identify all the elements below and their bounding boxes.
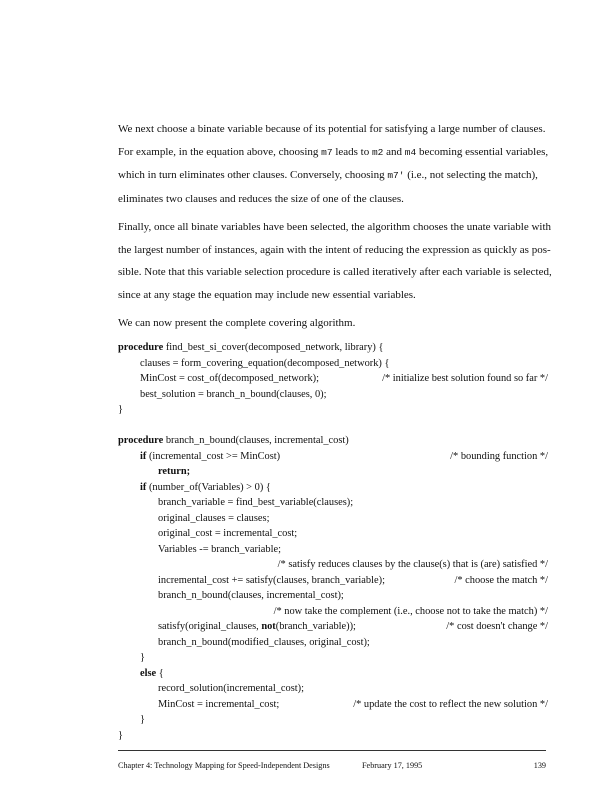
text: becoming essential variables, [416, 145, 549, 158]
code-term: m7 [321, 146, 333, 158]
paragraph-unate-variable [118, 216, 552, 306]
algorithm-listing [118, 340, 548, 743]
text-line: the largest number of instances, again with the intent of reducing the expression as quickly as pos- [118, 243, 551, 256]
text-line: Finally, once all binate variables have been selected, the algorithm chooses the unate variable with [118, 221, 552, 233]
keyword: else [140, 667, 157, 679]
keyword: procedure [118, 435, 164, 446]
code-comment: /* choose the match */ [454, 574, 548, 586]
code-text: branch_n_bound(clauses, incremental_cost) [163, 435, 349, 446]
text: and [383, 145, 405, 158]
paragraph-intro-algorithm: We can now present the complete covering algorithm. [118, 317, 356, 329]
footer-chapter: Chapter 4: Technology Mapping for Speed-Independent Designs [118, 761, 330, 770]
code-line: best_solution = branch_n_bound(clauses, 0); [140, 388, 327, 400]
code-line: record_solution(incremental_cost); [158, 683, 304, 694]
code-line [118, 697, 548, 713]
text: For example, in the equation above, choosing [118, 145, 322, 158]
text-line: sible. Note that this variable selection procedure is called iteratively after each variable is selected, [118, 266, 552, 278]
code-line: clauses = form_covering_equation(decomposed_network) { [140, 357, 390, 369]
code-line: branch_n_bound(modified_clauses, original_cost); [158, 636, 370, 648]
code-line [118, 340, 548, 356]
code-line: } [140, 714, 145, 725]
text-line: We next choose a binate variable because of its potential for satisfying a large number of clauses. [118, 123, 546, 135]
code-line: } [118, 729, 123, 741]
keyword: return; [158, 466, 191, 477]
blank-line [118, 418, 548, 434]
code-line [118, 464, 548, 480]
code-term: m4 [404, 146, 417, 158]
code-comment: /* update the cost to reflect the new solution */ [353, 698, 548, 710]
keyword: procedure [118, 342, 164, 353]
code-comment: /* cost doesn't change */ [446, 621, 548, 632]
text: which in turn eliminates other clauses. Conversely, choosing [118, 169, 388, 181]
code-comment: /* bounding function */ [450, 450, 548, 462]
text-line: since at any stage the equation may include new essential variables. [118, 288, 416, 301]
code-term: m7' [387, 170, 405, 181]
paragraph-binate-variable [118, 118, 549, 210]
keyword: if [140, 450, 147, 462]
code-term: m2 [371, 146, 384, 158]
code-text: find_best_si_cover(decomposed_network, library) { [163, 342, 384, 353]
page-number: 139 [533, 761, 546, 770]
footer-divider [118, 750, 546, 751]
code-line: branch_n_bound(clauses, incremental_cost); [158, 590, 344, 601]
footer-date: February 17, 1995 [362, 761, 423, 770]
code-line [118, 573, 548, 589]
code-text: MinCost = cost_of(decomposed_network); [140, 373, 320, 384]
keyword: if [140, 481, 147, 493]
code-comment: /* satisfy reduces clauses by the clause(s) that is (are) satisfied */ [277, 559, 548, 570]
code-text: MinCost = incremental_cost; [158, 698, 280, 710]
code-line [118, 449, 548, 465]
code-comment: /* now take the complement (i.e., choose not to take the match) */ [273, 605, 548, 617]
code-text: (branch_variable)); [275, 621, 356, 632]
code-text: satisfy(original_clauses, [158, 621, 262, 632]
code-text: { [156, 667, 164, 679]
code-line: } [140, 652, 145, 663]
text: leads to [332, 145, 372, 158]
code-text: (number_of(Variables) > 0) { [146, 481, 271, 493]
code-line: branch_variable = find_best_variable(clauses); [158, 497, 354, 508]
code-line: original_cost = incremental_cost; [158, 528, 298, 539]
code-line [118, 433, 548, 449]
code-text: (incremental_cost >= MinCost) [146, 450, 281, 462]
code-line [118, 371, 548, 387]
code-comment: /* initialize best solution found so far */ [382, 373, 548, 384]
code-line: } [118, 404, 123, 415]
code-line: Variables -= branch_variable; [158, 543, 281, 555]
code-line [118, 480, 548, 496]
text-line: eliminates two clauses and reduces the size of one of the clauses. [118, 192, 404, 205]
keyword: not [261, 621, 276, 632]
text-line [118, 164, 546, 188]
code-line [118, 557, 548, 573]
code-line [118, 666, 548, 682]
code-line [118, 619, 548, 635]
text: (i.e., not selecting the match), [404, 169, 538, 181]
code-line: original_clauses = clauses; [158, 512, 270, 524]
code-text: incremental_cost += satisfy(clauses, branch_variable); [158, 574, 385, 586]
code-line [118, 604, 548, 620]
text-line [118, 141, 549, 165]
